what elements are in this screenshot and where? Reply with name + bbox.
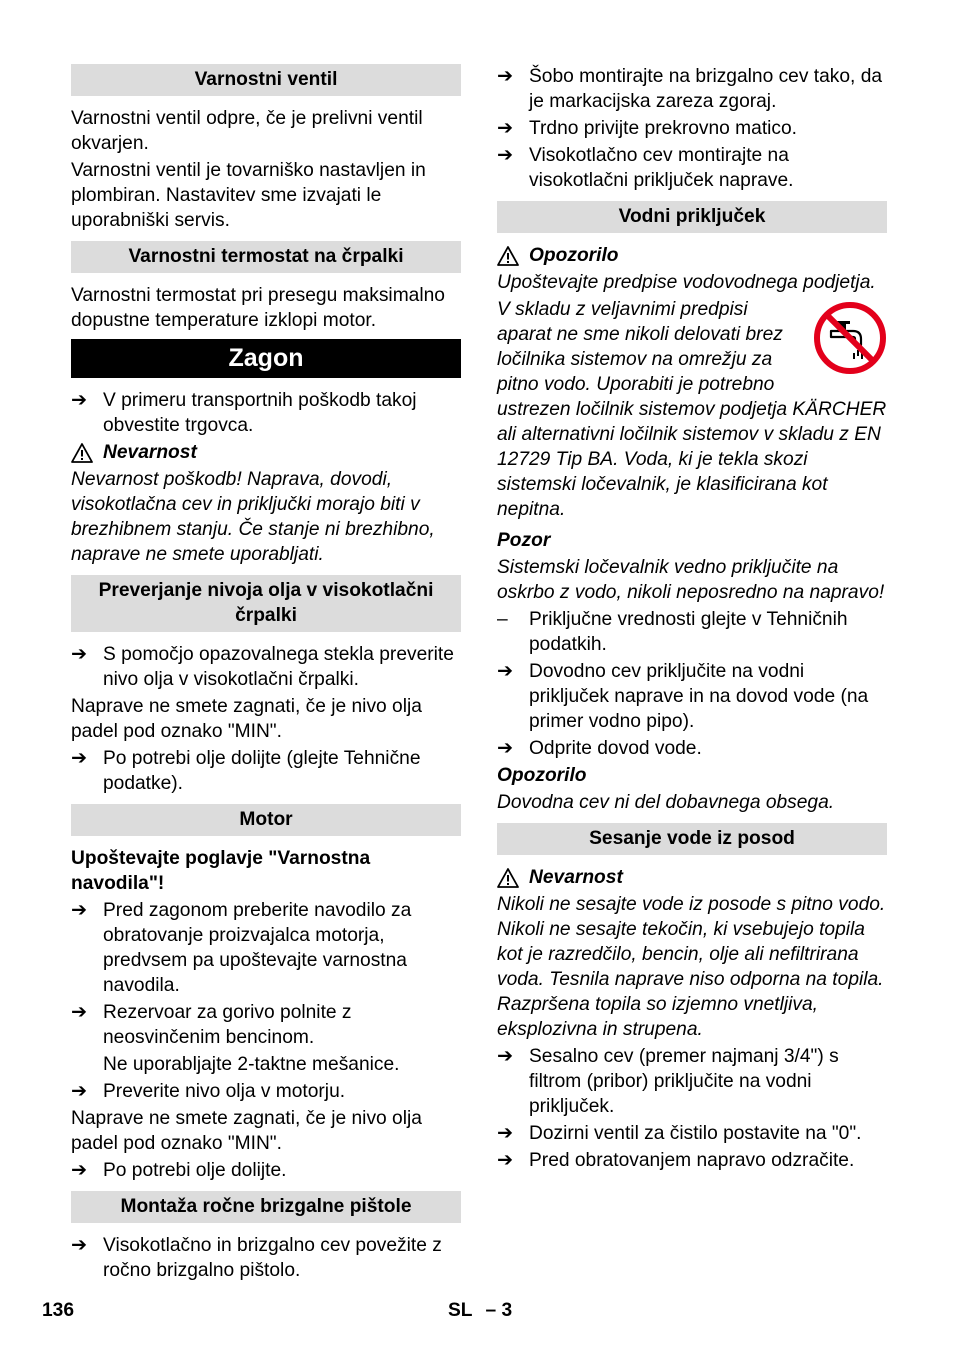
- arrow-icon: ➔: [497, 66, 514, 87]
- arrow-icon: ➔: [497, 1150, 514, 1171]
- heading-motor: Motor: [71, 804, 461, 836]
- list-item: ➔ Dozirni ventil za čistilo postavite na "0".: [497, 1123, 862, 1144]
- heading-pistola: Montaža ročne brizgalne pištole: [71, 1191, 461, 1223]
- caution-label: Pozor: [497, 530, 551, 551]
- list-item: ➔ Pred obratovanjem napravo odzračite.: [497, 1150, 855, 1171]
- caution-text: Sistemski ločevalnik vedno priključite na oskrbo z vodo, nikoli neposredno na napravo!: [497, 557, 885, 603]
- paragraph: Naprave ne smete zagnati, če je nivo olja padel pod oznako "MIN".: [71, 696, 422, 742]
- paragraph: Varnostni ventil odpre, če je prelivni ventil okvarjen.: [71, 108, 423, 154]
- danger-text: Nevarnost poškodb! Naprava, dovodi, visokotlačna cev in priključki morajo biti v brezhibnem stanju. Če stanje ni brezhibno, naprave ne smete uporabljati.: [71, 469, 435, 565]
- arrow-icon: ➔: [71, 390, 88, 411]
- heading-vodni: Vodni priključek: [497, 201, 887, 233]
- heading-sesanje: Sesanje vode iz posod: [497, 823, 887, 855]
- danger-label: Nevarnost: [71, 440, 461, 465]
- list-item: – Priključne vrednosti glejte v Tehničnih podatkih.: [497, 609, 848, 655]
- arrow-icon: ➔: [71, 644, 88, 665]
- arrow-icon: ➔: [71, 1160, 88, 1181]
- arrow-icon: ➔: [71, 748, 88, 769]
- no-drinking-water-icon: [813, 301, 887, 375]
- list-item: ➔ S pomočjo opazovalnega stekla preverite nivo olja v visokotlačni črpalki.: [71, 644, 454, 690]
- list-item: ➔ Visokotlačno in brizgalno cev povežite z ročno brizgalno pištolo.: [71, 1235, 442, 1281]
- right-column: [497, 64, 887, 1175]
- arrow-icon: ➔: [71, 900, 88, 921]
- left-column: [71, 64, 461, 1285]
- arrow-icon: ➔: [71, 1002, 88, 1023]
- list-item: ➔ Visokotlačno cev montirajte na visokotlačni priključek naprave.: [497, 145, 794, 191]
- arrow-icon: ➔: [497, 738, 514, 759]
- list-item: ➔ Trdno privijte prekrovno matico.: [497, 118, 798, 139]
- list-item: ➔ Šobo montirajte na brizgalno cev tako, da je markacijska zareza zgoraj.: [497, 66, 883, 112]
- list-item: ➔ Po potrebi olje dolijte.: [71, 1160, 287, 1181]
- arrow-icon: ➔: [497, 661, 514, 682]
- list-item: ➔ Rezervoar za gorivo polnite z neosvinčenim bencinom.: [71, 1002, 352, 1048]
- page-number: 136: [42, 1300, 75, 1321]
- heading-termostat: Varnostni termostat na črpalki: [71, 241, 461, 273]
- indented-note: Ne uporabljajte 2-taktne mešanice.: [103, 1054, 400, 1075]
- arrow-icon: ➔: [497, 118, 514, 139]
- list-item: ➔ Odprite dovod vode.: [497, 738, 702, 759]
- list-item: ➔ Dovodno cev priključite na vodni priključek naprave in na dovod vode (na primer vodno pipo).: [497, 661, 869, 732]
- dash-marker: –: [497, 609, 508, 630]
- danger-text: Nikoli ne sesajte vode iz posode s pitno vodo. Nikoli ne sesajte tekočin, ki vsebujejo topila kot je razredčilo, bencin, olje ali nefiltrirana voda. Tesnila naprave niso odporna na topila. Razpršena topila so izjemno vnetljiva, eksplozivna in strupena.: [497, 894, 886, 1040]
- arrow-icon: ➔: [497, 1123, 514, 1144]
- warning-triangle-icon: [497, 868, 519, 888]
- list-item: ➔ Sesalno cev (premer najmanj 3/4") s filtrom (pribor) priključite na vodni priključek.: [497, 1046, 839, 1117]
- warning-text: V skladu z veljavnimi predpisi aparat ne sme nikoli delovati brez ločilnika sistemov na omrežju za pitno vodo. Uporabiti je potrebno ustrezen ločilnik sistemov podjetja KÄRCHER ali alternativni ločilnik sistemov v skladu z EN 12729 Tip BA. Voda, ki je tekla skozi sistemski ločevalnik, je klasificirana kot nepitna.: [497, 299, 887, 520]
- arrow-icon: ➔: [497, 145, 514, 166]
- arrow-icon: ➔: [71, 1081, 88, 1102]
- paragraph: Varnostni termostat pri presegu maksimalno dopustne temperature izklopi motor.: [71, 285, 445, 331]
- list-item: ➔ V primeru transportnih poškodb takoj obvestite trgovca.: [71, 390, 417, 436]
- list-item: ➔ Po potrebi olje dolijte (glejte Tehnične podatke).: [71, 748, 421, 794]
- note-label: Opozorilo: [497, 765, 587, 786]
- list-item: ➔ Preverite nivo olja v motorju.: [71, 1081, 346, 1102]
- paragraph: Naprave ne smete zagnati, če je nivo olja padel pod oznako "MIN".: [71, 1108, 422, 1154]
- footer-language: SL – 3: [448, 1300, 513, 1321]
- warning-triangle-icon: [71, 443, 93, 463]
- note-text: Dovodna cev ni del dobavnega obsega.: [497, 792, 835, 813]
- motor-note: Upoštevajte poglavje "Varnostna navodila"!: [71, 848, 371, 894]
- list-item: ➔ Pred zagonom preberite navodilo za obratovanje proizvajalca motorja, predvsem pa upoštevajte varnostna navodila.: [71, 900, 412, 996]
- no-drinking-water-block: [497, 297, 887, 522]
- warning-triangle-icon: [497, 246, 519, 266]
- paragraph: Varnostni ventil je tovarniško nastavljen in plombiran. Nastavitev sme izvajati le uporabniški servis.: [71, 160, 426, 231]
- warning-text: Upoštevajte predpise vodovodnega podjetja.: [497, 272, 876, 293]
- warning-label: Opozorilo: [497, 243, 887, 268]
- arrow-icon: ➔: [71, 1235, 88, 1256]
- heading-olje: Preverjanje nivoja olja v visokotlačni črpalki: [71, 575, 461, 632]
- arrow-icon: ➔: [497, 1046, 514, 1067]
- heading-zagon: Zagon: [71, 339, 461, 378]
- heading-varnostni-ventil: Varnostni ventil: [71, 64, 461, 96]
- danger-label: Nevarnost: [497, 865, 887, 890]
